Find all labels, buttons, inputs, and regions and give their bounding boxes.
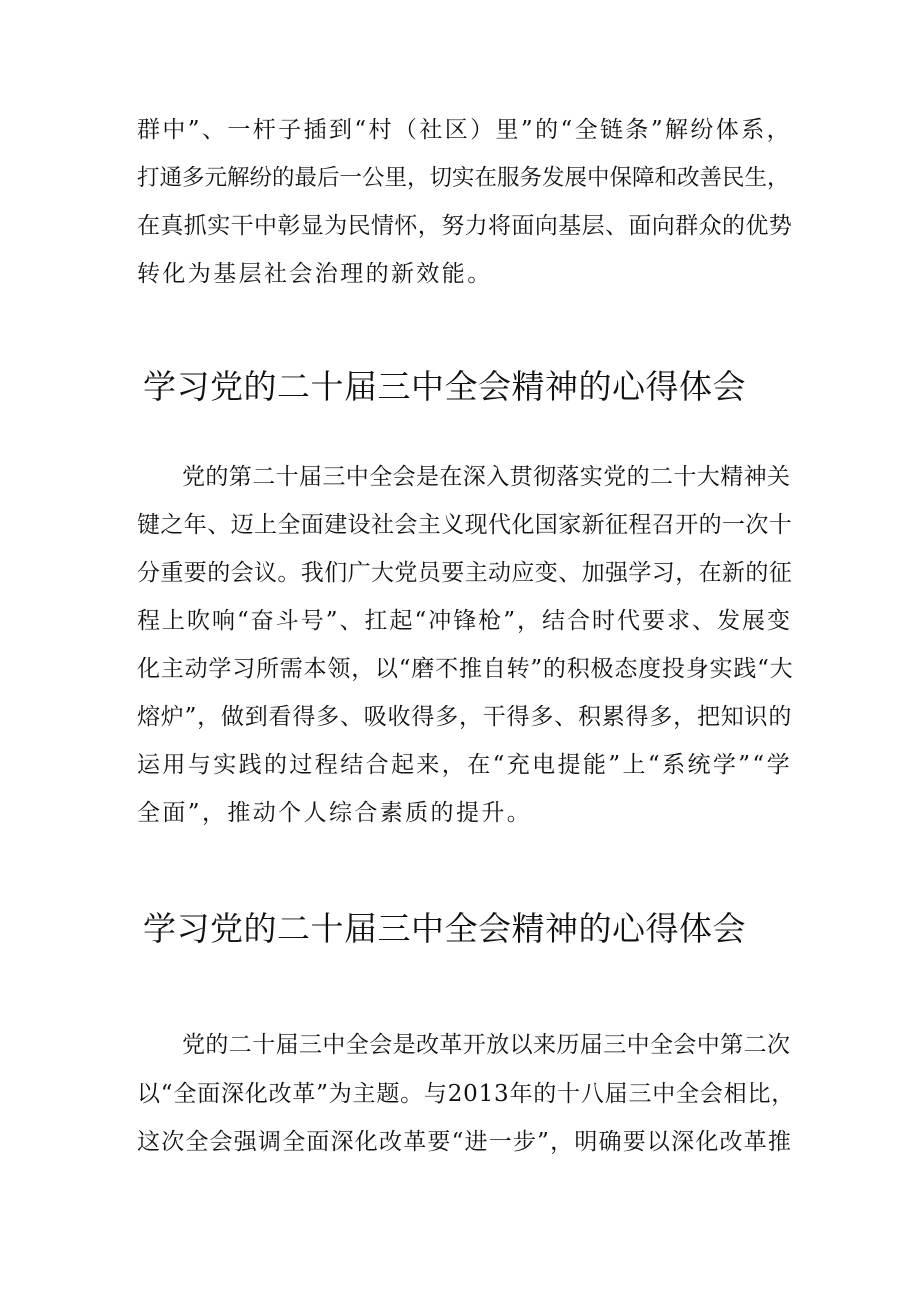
paragraph-line: 键之年、迈上全面建设社会主义现代化国家新征程召开的一次十	[137, 512, 793, 538]
paragraph-line: 群中”、一杆子插到“村（社区）里”的“全链条”解纷体系，	[137, 117, 792, 143]
section-heading: 学习党的二十届三中全会精神的心得体会	[143, 367, 746, 406]
paragraph-line: 分重要的会议。我们广大党员要主动应变、加强学习，在新的征	[137, 560, 793, 586]
paragraph-line: 程上吹响“奋斗号”、扛起“冲锋枪”，结合时代要求、发展变	[137, 608, 793, 634]
section-heading: 学习党的二十届三中全会精神的心得体会	[143, 909, 746, 948]
paragraph-line: 在真抓实干中彰显为民情怀，努力将面向基层、面向群众的优势	[137, 213, 793, 239]
paragraph-line: 熔炉”，做到看得多、吸收得多，干得多、积累得多，把知识的	[137, 704, 793, 730]
paragraph-line: 党的二十届三中全会是改革开放以来历届三中全会中第二次	[182, 1032, 791, 1058]
paragraph-line: 转化为基层社会治理的新效能。	[137, 261, 493, 287]
paragraph-line: 运用与实践的过程结合起来，在“充电提能”上“系统学”“学	[137, 752, 792, 778]
paragraph-line: 这次全会强调全面深化改革要“进一步”，明确要以深化改革推	[137, 1129, 793, 1155]
paragraph-line: 全面”，推动个人综合素质的提升。	[137, 800, 533, 826]
paragraph-line: 以“全面深化改革”为主题。与2013年的十八届三中全会相比，	[137, 1081, 796, 1107]
paragraph-line: 打通多元解纷的最后一公里，切实在服务发展中保障和改善民生，	[137, 165, 790, 191]
paragraph-line: 化主动学习所需本领，以“磨不推自转”的积极态度投身实践“大	[137, 656, 794, 682]
paragraph-line: 党的第二十届三中全会是在深入贯彻落实党的二十大精神关	[182, 464, 791, 490]
